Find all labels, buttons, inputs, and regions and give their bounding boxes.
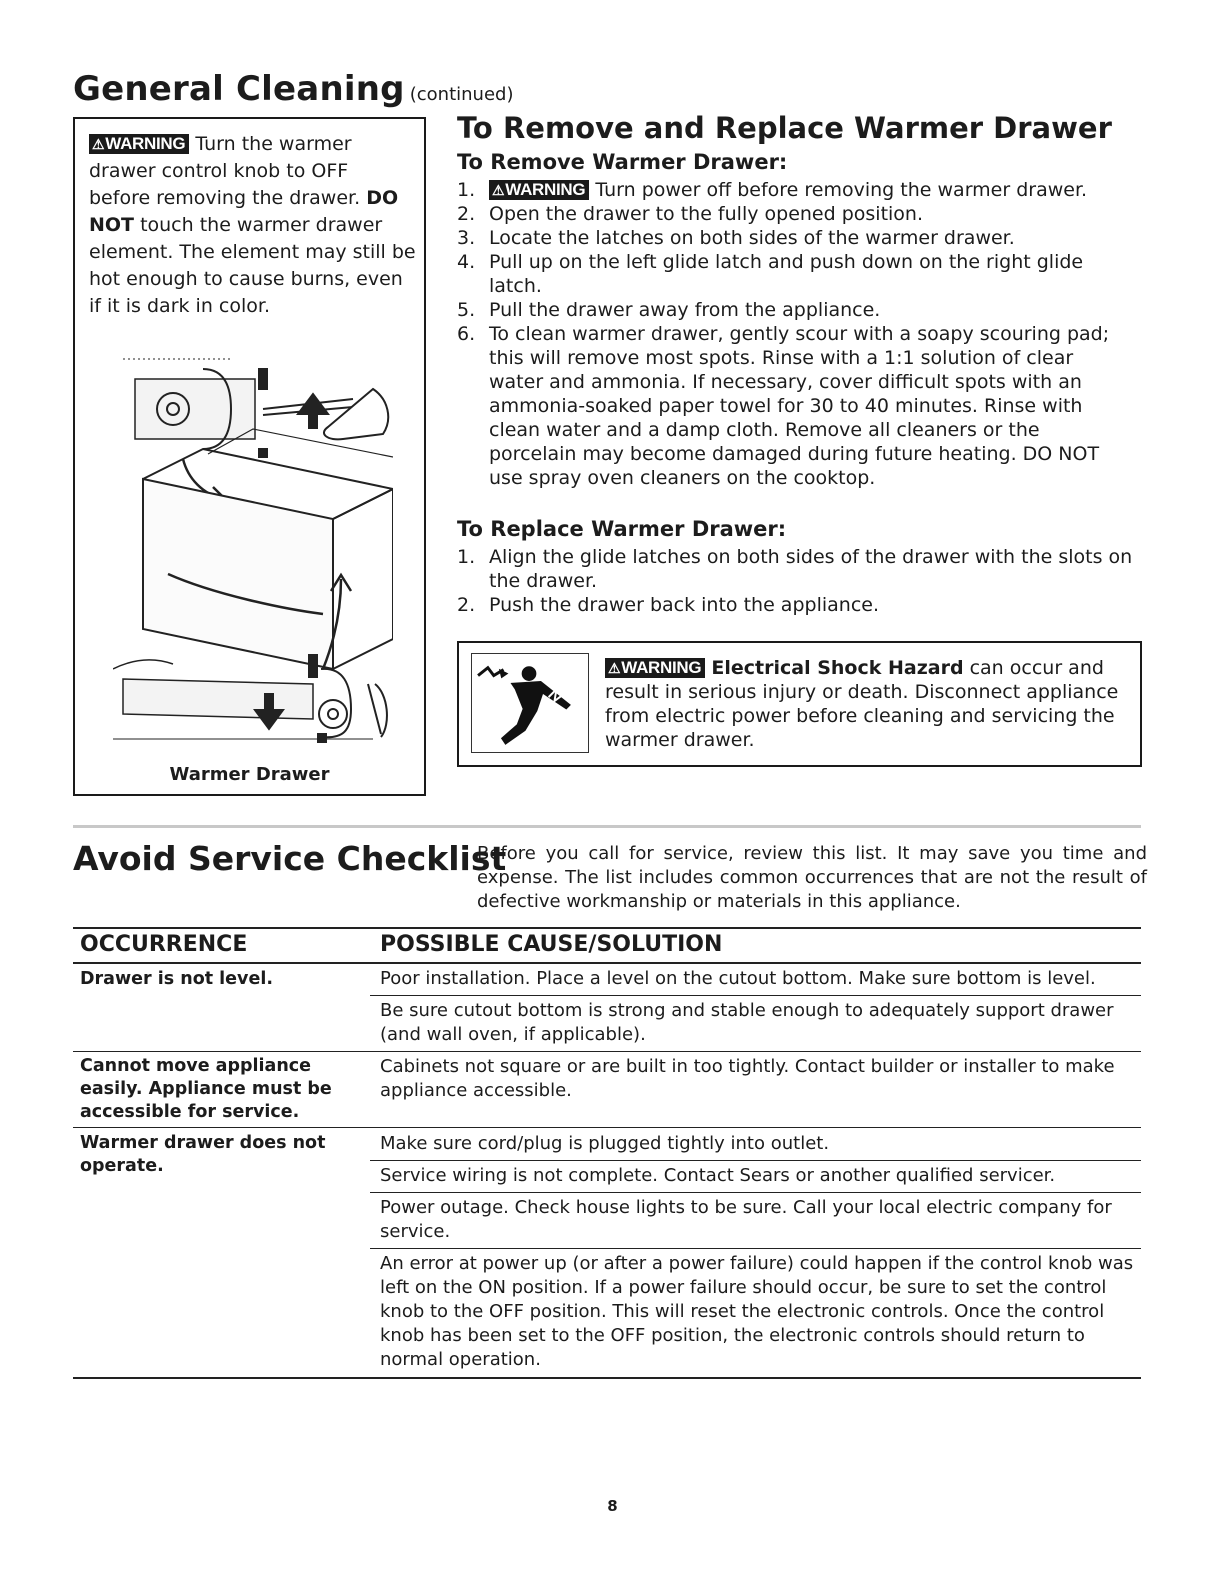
warmer-drawer-warning-box xyxy=(73,117,426,796)
table-cell-solution: Service wiring is not complete. Contact Sears or another qualified servicer. xyxy=(380,1165,1056,1186)
table-cell-solution: Make sure cord/plug is plugged tightly into outlet. xyxy=(380,1133,830,1154)
column-header-occurrence: OCCURRENCE xyxy=(80,932,248,957)
cell-rule xyxy=(370,995,1141,996)
list-item: 6. To clean warmer drawer, gently scour with a soapy scouring pad; this will remove most spots. Rinse with a 1:1 solution of clear water and ammonia. If necessary, cover difficult spots with an ammonia-soaked paper towel for 30 to 40 minutes. Rinse with clean water and a damp cloth. Remove all cleaners or the porcelain may become damaged during future heating. DO NOT use spray oven cleaners on the cooktop. xyxy=(457,323,1110,489)
warning-badge: ⚠WARNING xyxy=(605,658,705,678)
checklist-intro: Before you call for service, review this list. It may save you time and expense. The list includes common occurrences that are not the result of defective workmanship or materials in this appliance. xyxy=(477,843,1147,912)
table-row-occurrence: Warmer drawer does not operate. xyxy=(80,1133,326,1176)
page-heading xyxy=(73,69,514,109)
electrical-shock-icon xyxy=(471,653,589,753)
list-item: 2. Push the drawer back into the appliance. xyxy=(457,594,879,616)
table-cell-solution: Cabinets not square or are built in too tightly. Contact builder or installer to make appliance accessible. xyxy=(380,1056,1115,1101)
section-title: To Remove and Replace Warmer Drawer xyxy=(457,111,1112,145)
table-cell-solution: Poor installation. Place a level on the cutout bottom. Make sure bottom is level. xyxy=(380,968,1096,989)
replace-subtitle: To Replace Warmer Drawer: xyxy=(457,517,787,541)
row-rule xyxy=(73,1051,1141,1052)
section-divider xyxy=(73,825,1141,828)
warning-triangle-icon: ⚠ xyxy=(608,660,621,676)
table-bottom-rule xyxy=(73,1377,1141,1379)
list-item: 2. Open the drawer to the fully opened position. xyxy=(457,203,924,225)
row-rule xyxy=(73,1127,1141,1128)
table-cell-solution: Be sure cutout bottom is strong and stable enough to adequately support drawer (and wall oven, if applicable). xyxy=(380,1000,1114,1045)
list-item: 1. ⚠WARNING Turn power off before removing the warmer drawer. xyxy=(457,179,1088,201)
page-number: 8 xyxy=(607,1497,618,1515)
checklist-title: Avoid Service Checklist xyxy=(73,839,507,878)
remove-steps-list xyxy=(457,178,1127,490)
warning-badge: ⚠WARNING xyxy=(489,180,589,200)
remove-subtitle: To Remove Warmer Drawer: xyxy=(457,150,788,174)
table-row-occurrence: Drawer is not level. xyxy=(80,969,273,989)
hazard-label: Electrical Shock Hazard xyxy=(711,657,964,679)
warning-triangle-icon: ⚠ xyxy=(92,136,105,152)
warmer-drawer-illustration xyxy=(113,339,393,744)
table-cell-solution: An error at power up (or after a power failure) could happen if the control knob was left on the ON position. If a power failure should occur, be sure to set the control knob to the OFF position. This will reset the electronic controls. Once the control knob has been set to the OFF position, the electronic controls should return to normal operation. xyxy=(380,1253,1134,1370)
cell-rule xyxy=(370,1160,1141,1161)
shock-warning-text: ⚠WARNING Electrical Shock Hazard can occur and result in serious injury or death. Disconnect appliance from electric power before cleaning and servicing the warmer drawer. xyxy=(605,657,1119,751)
figure-caption: Warmer Drawer xyxy=(169,764,330,785)
cell-rule xyxy=(370,1192,1141,1193)
list-item: 3. Locate the latches on both sides of the warmer drawer. xyxy=(457,227,1015,249)
list-item: 4. Pull up on the left glide latch and push down on the right glide latch. xyxy=(457,251,1084,297)
warning-text: ⚠WARNING Turn the warmer drawer control knob to OFF before removing the drawer. DO NOT touch the warmer drawer element. The element may still be hot enough to cause burns, even if it is dark in color. xyxy=(89,133,416,317)
table-header-rule xyxy=(73,962,1141,964)
table-cell-solution: Power outage. Check house lights to be sure. Call your local electric company for service. xyxy=(380,1197,1112,1242)
list-item: 1. Align the glide latches on both sides of the drawer with the slots on the drawer. xyxy=(457,546,1133,592)
list-item: 5. Pull the drawer away from the appliance. xyxy=(457,299,881,321)
electrical-shock-warning-box xyxy=(457,641,1142,767)
replace-steps-list xyxy=(457,545,1137,617)
column-header-solution: POSSIBLE CAUSE/SOLUTION xyxy=(380,932,723,957)
table-row-occurrence: Cannot move appliance easily. Appliance must be accessible for service. xyxy=(80,1056,332,1122)
warning-triangle-icon: ⚠ xyxy=(492,182,505,198)
page-title-suffix: (continued) xyxy=(409,84,514,105)
cell-rule xyxy=(370,1248,1141,1249)
page-title: General Cleaning xyxy=(73,69,405,109)
warning-badge: ⚠WARNING xyxy=(89,134,189,154)
table-top-rule xyxy=(73,927,1141,929)
